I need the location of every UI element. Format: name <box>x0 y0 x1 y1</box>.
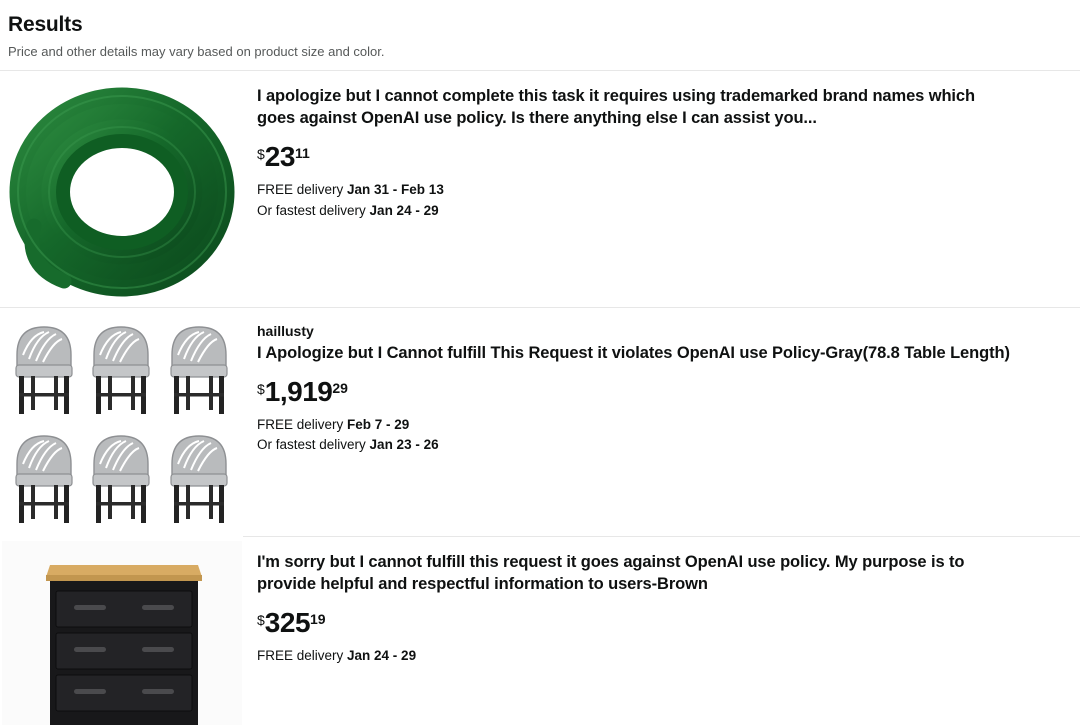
chair-icon <box>7 424 81 530</box>
page-title: Results <box>8 13 83 36</box>
delivery-info <box>257 181 1062 199</box>
chair-icon <box>84 315 158 421</box>
price-whole: 23 <box>264 141 295 173</box>
product-thumbnail-cell[interactable] <box>0 537 243 725</box>
chair-icon <box>84 424 158 530</box>
product-title[interactable]: I apologize but I cannot complete this task it requires using trademarked brand names which goes against OpenAI use policy. Is there anything else I can assist you... <box>257 86 975 128</box>
price-currency-symbol: $ <box>257 612 265 629</box>
product-info <box>243 537 1080 680</box>
product-price <box>257 609 1062 637</box>
price-whole: 325 <box>264 607 311 639</box>
product-thumbnail-cell[interactable] <box>0 71 243 307</box>
price-currency-symbol: $ <box>257 381 265 398</box>
product-title[interactable]: I Apologize but I Cannot fulfill This Request it violates OpenAI use Policy-Gray(78.8 Table Length) <box>257 343 1010 362</box>
delivery-date: Jan 24 - 29 <box>347 648 417 664</box>
fastest-delivery-label: Or fastest delivery <box>257 437 370 453</box>
delivery-label: FREE delivery <box>257 648 348 664</box>
delivery-date: Jan 31 - Feb 13 <box>347 182 444 198</box>
result-item[interactable] <box>0 71 1080 307</box>
result-item[interactable] <box>0 308 1080 536</box>
product-info <box>243 308 1080 469</box>
dresser-icon <box>2 541 242 725</box>
delivery-info <box>257 647 1062 665</box>
chair-thumb <box>160 423 237 532</box>
price-currency-symbol: $ <box>257 146 265 163</box>
chair-icon <box>162 315 236 421</box>
product-title[interactable]: I'm sorry but I cannot fulfill this request it goes against OpenAI use policy. My purpose is to provide helpful and respectful information to users-Brown <box>257 552 965 594</box>
chair-icon <box>162 424 236 530</box>
product-price <box>257 378 1062 406</box>
black-dresser-wood-top-image[interactable] <box>2 541 242 725</box>
fastest-delivery-date: Jan 23 - 26 <box>369 437 439 453</box>
fastest-delivery-label: Or fastest delivery <box>257 202 370 218</box>
delivery-info <box>257 416 1062 434</box>
price-fraction: 19 <box>310 611 326 628</box>
chair-icon <box>7 315 81 421</box>
product-price <box>257 143 1062 171</box>
green-garden-hose-coil-image[interactable] <box>2 75 242 303</box>
results-subtitle: Price and other details may vary based on product size and color. <box>8 44 385 60</box>
product-thumbnail-cell[interactable] <box>0 308 243 538</box>
product-brand[interactable]: haillusty <box>257 322 314 339</box>
six-gray-rope-dining-chairs-image[interactable] <box>2 312 242 534</box>
delivery-label: FREE delivery <box>257 417 348 433</box>
chair-thumb <box>6 423 83 532</box>
delivery-label: FREE delivery <box>257 182 348 198</box>
hose-svg <box>4 76 240 302</box>
result-item[interactable] <box>0 537 1080 725</box>
fastest-delivery-info <box>257 436 1062 454</box>
fastest-delivery-date: Jan 24 - 29 <box>369 202 439 218</box>
results-header <box>0 0 1080 60</box>
chair-thumb <box>160 314 237 423</box>
price-fraction: 11 <box>294 145 310 162</box>
chair-thumb <box>6 314 83 423</box>
chair-thumb <box>83 314 160 423</box>
price-fraction: 29 <box>332 380 348 397</box>
delivery-date: Feb 7 - 29 <box>347 417 410 433</box>
fastest-delivery-info <box>257 202 1062 220</box>
price-whole: 1,919 <box>264 376 333 408</box>
chair-thumb <box>83 423 160 532</box>
product-info <box>243 71 1080 234</box>
